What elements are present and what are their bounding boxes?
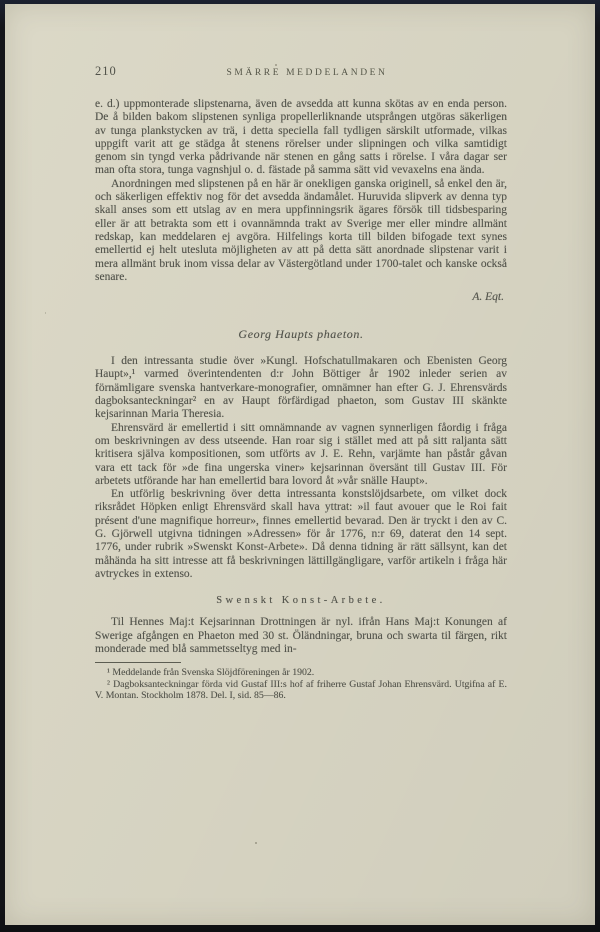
- running-header-title: SMÄRRE MEDDELANDEN: [226, 68, 388, 78]
- scan-speck: [45, 312, 46, 314]
- subheading-swenskt-konst-arbete: Swenskt Konst-Arbete.: [216, 595, 386, 607]
- paragraph-ehrensvard: Ehrensvärd är emellertid i sitt omnämnande av vagnen synnerligen fåordig i fråga om beskrivningen av dess utseende. Han roar sig i stället med att på sitt raljanta sätt kritisera själva kompositionen, som utförts av J. E. Rehn, varjämte han påstår gåvan vara ett tack för »de fina ungerska viner» kejsarinnan översänt till Gustav III. För arbetets utförande har han emellertid bara lovord åt »vår snälle Haupt».: [95, 421, 507, 487]
- scan-speck: [255, 842, 257, 844]
- author-signature: A. Eqt.: [472, 291, 504, 304]
- footnote-2: ² Dagboksanteckningar förda vid Gustaf III:s hof af friherre Gustaf Johan Ehrensvärd. Utgifna af E. V. Montan. Stockholm 1878. Del. I, sid. 85—86.: [95, 678, 507, 702]
- paragraph-beskrivning: En utförlig beskrivning över detta intressanta konstslöjdsarbete, om vilket dock riksrådet Höpken enligt Ehrensvärd skall hava yttrat: »il faut avouer que le Roi fait présent d'une magnifique horreur», finnes emellertid bevarad. Den är tryckt i den av C. G. Gjörwell utgivna tidningen »Adressen» för år 1776, n:r 69, daterat den 14 sept. 1776, under rubrik »Swenskt Konst-Arbete». Då denna tidning är rätt sällsynt, kan det måhända ha sitt intresse att få beskrivningen lättillgängligare, varför artikeln i fråga här avtryckes in extenso.: [95, 488, 507, 580]
- page-number: 210: [95, 64, 117, 78]
- article-title: Georg Haupts phaeton.: [238, 327, 364, 342]
- paragraph-slipstenar-continuation: e. d.) uppmonterade slipstenarna, även de avsedda att kunna skötas av en enda person. De å bilden bakom slipstenen synliga propellerliknande utsprången utgöras säkerligen av tunga plankstycken av trä, i detta speciella fall tydligen särskilt utformade, vilkas uppgift varit att ge städga åt stenens rörelser under slipningen och vilka samtidigt genom sin tyngd verka pådrivande när stenen en gång satts i rörelse. I våra dagar ser man ofta stora, tunga vagnshjul o. d. fästade på samma sätt vid vevaxelns ena ända.: [95, 98, 507, 177]
- text-column: [95, 64, 507, 702]
- book-page: [5, 4, 595, 925]
- paragraph-intro: I den intressanta studie över »Kungl. Hofschatullmakaren och Ebenisten Georg Haupt»,¹ varmed överintendenten d:r John Böttiger år 1902 inleder serien av förnämligare svenska hantverkare-monografier, omnämner han efter G. J. Ehrensvärds dagboksanteckningar² en av Haupt förfärdigad phaeton, som Gustav III skänkte kejsarinnan Maria Theresia.: [95, 355, 507, 421]
- footnote-separator: [95, 662, 181, 663]
- paragraph-anordningen: Anordningen med slipstenen på en här är onekligen ganska originell, så enkel den är, och säkerligen effektiv nog för det avsedda ändamålet. Huruvida slipverk av denna typ skall anses som ett utslag av en mera uppfinningsrik ägares försök till tidsbesparing eller är att betrakta som ett i ovannämnda trakt av Sverige mer eller mindre allmänt redskap, kan meddelaren ej avgöra. Hilfelings korta till bilden bifogade text synes emellertid ej helt utesluta möjligheten av att på detta sätt anordnade slipstenar varit i mera allmänt bruk inom vissa delar av Västergötland under 1700-talet och kanske också senare.: [95, 177, 507, 283]
- running-head: [95, 64, 507, 79]
- paragraph-citat: Til Hennes Maj:t Kejsarinnan Drottningen är nyl. ifrån Hans Maj:t Konungen af Swerige afgången en Phaeton med 30 st. Öländningar, bruna och swarta til färgen, rikt monderade med blå sammetsseltyg med in-: [95, 616, 507, 655]
- footnote-1: ¹ Meddelande från Svenska Slöjdföreningen år 1902.: [107, 667, 315, 679]
